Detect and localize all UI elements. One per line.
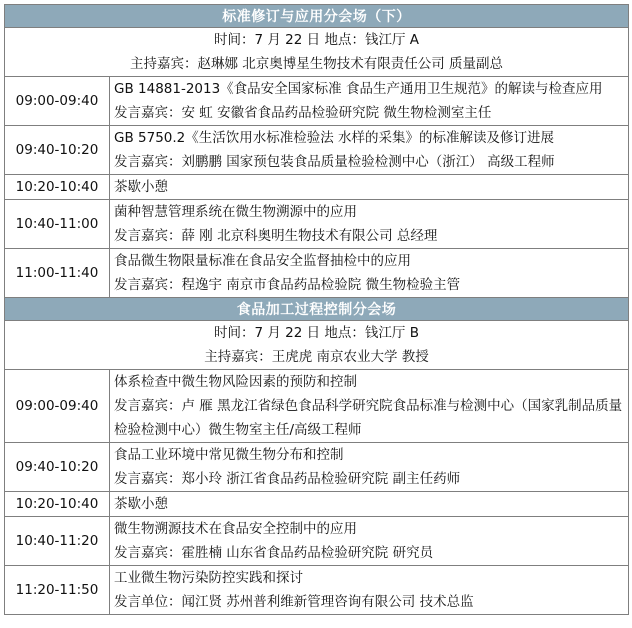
schedule-table [4,4,629,615]
session-content [110,492,629,517]
session-time: 11:00-11:40 [5,249,110,298]
time-location-row [5,28,629,77]
session-row [5,200,629,249]
session-topic: 茶歇小憩 [114,179,168,195]
session-speaker: 发言嘉宾：霍胜楠 山东省食品药品检验研究院 研究员 [114,545,434,561]
session-time: 10:20-10:40 [5,492,110,517]
session-content [110,370,629,443]
session-content [110,443,629,492]
time-location [5,321,629,370]
session-content [110,566,629,615]
session-speaker: 发言嘉宾：卢 雁 黑龙江省绿色食品科学研究院食品标准与检测中心（国家乳制品质量检验检测中心）微生物室主任/高级工程师 [114,398,623,438]
session-content [110,200,629,249]
section-title-row [5,298,629,321]
session-row [5,175,629,200]
session-content [110,249,629,298]
session-topic: 茶歇小憩 [114,496,168,512]
session-topic: GB 5750.2《生活饮用水标准检验法 水样的采集》的标准解读及修订进展 [114,130,555,146]
session-row [5,77,629,126]
session-row [5,492,629,517]
session-topic: 微生物溯源技术在食品安全控制中的应用 [114,521,357,537]
session-time: 10:40-11:20 [5,517,110,566]
time-location [5,28,629,77]
section-title-row [5,5,629,28]
session-time: 10:40-11:00 [5,200,110,249]
time-location-row [5,321,629,370]
session-speaker: 发言嘉宾：安 虹 安徽省食品药品检验研究院 微生物检测室主任 [114,105,492,121]
time-location-text: 时间：7 月 22 日 地点：钱江厅 A [214,32,419,48]
session-speaker: 发言嘉宾：薛 刚 北京科奥明生物技术有限公司 总经理 [114,228,438,244]
section-title: 食品加工过程控制分会场 [5,298,629,321]
session-content [110,77,629,126]
session-speaker: 发言嘉宾：郑小玲 浙江省食品药品检验研究院 副主任药师 [114,471,461,487]
session-time: 09:40-10:20 [5,126,110,175]
session-topic: GB 14881-2013《食品安全国家标准 食品生产通用卫生规范》的解读与检查应用 [114,81,603,97]
session-content [110,517,629,566]
section-title: 标准修订与应用分会场（下） [5,5,629,28]
session-row [5,249,629,298]
session-speaker: 发言单位：闻江贤 苏州普利维新管理咨询有限公司 技术总监 [114,594,474,610]
session-row [5,517,629,566]
session-row [5,370,629,443]
session-topic: 食品工业环境中常见微生物分布和控制 [114,447,344,463]
session-topic: 菌种智慧管理系统在微生物溯源中的应用 [114,204,357,220]
session-content [110,175,629,200]
session-time: 10:20-10:40 [5,175,110,200]
host-text: 主持嘉宾：王虎虎 南京农业大学 教授 [204,349,429,365]
session-speaker: 发言嘉宾：程逸宇 南京市食品药品检验院 微生物检验主管 [114,277,461,293]
host-text: 主持嘉宾：赵琳娜 北京奥博星生物技术有限责任公司 质量副总 [129,56,504,72]
session-content [110,126,629,175]
session-time: 09:00-09:40 [5,77,110,126]
time-location-text: 时间：7 月 22 日 地点：钱江厅 B [214,325,419,341]
session-topic: 体系检查中微生物风险因素的预防和控制 [114,374,357,390]
session-row [5,443,629,492]
session-speaker: 发言嘉宾：刘鹏鹏 国家预包装食品质量检验检测中心（浙江） 高级工程师 [114,154,555,170]
session-time: 09:00-09:40 [5,370,110,443]
session-row [5,566,629,615]
session-topic: 食品微生物限量标准在食品安全监督抽检中的应用 [114,253,411,269]
session-time: 09:40-10:20 [5,443,110,492]
session-topic: 工业微生物污染防控实践和探讨 [114,570,303,586]
session-row [5,126,629,175]
session-time: 11:20-11:50 [5,566,110,615]
